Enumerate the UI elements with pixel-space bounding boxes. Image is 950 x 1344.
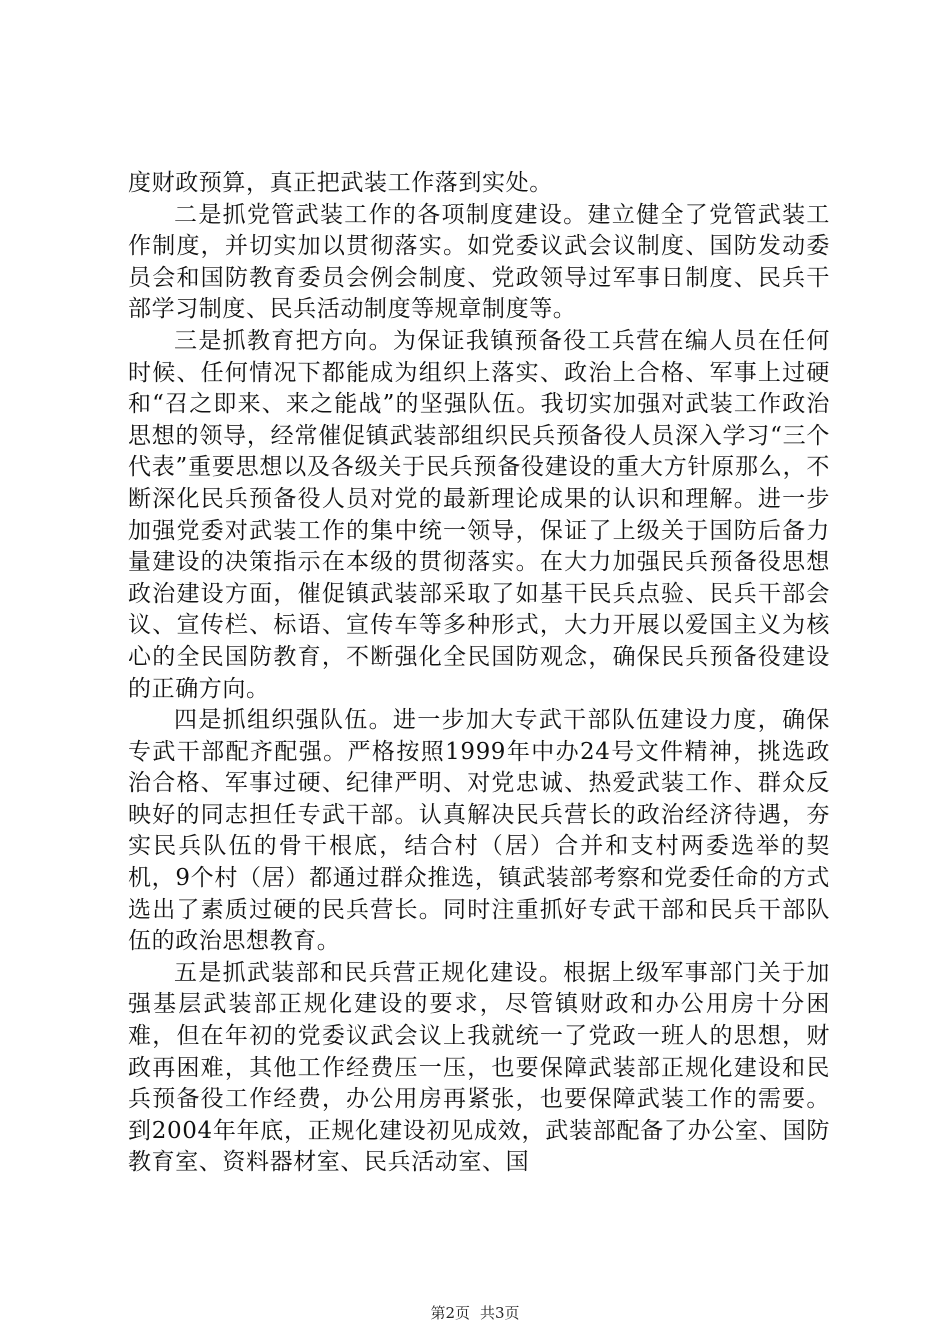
page-footer [0, 1303, 950, 1323]
paragraph-standardization: 五是抓武装部和民兵营正规化建设。根据上级军事部门关于加强基层武装部正规化建设的要求，尽管镇财政和办公用房十分困难，但在年初的党委议武会议上我就统一了党政一班人的思想，财政再困难，其他工作经费压一压，也要保障武装部正规化建设和民兵预备役工作经费，办公用房再紧张，也要保障武装工作的需要。到2004年年底，正规化建设初见成效，武装部配备了办公室、国防教育室、资料器材室、民兵活动室、国 [128, 959, 830, 1176]
paragraph-continuation: 度财政预算，真正把武装工作落到实处。 [128, 170, 553, 196]
paragraph-institution-building: 二是抓党管武装工作的各项制度建设。建立健全了党管武装工作制度，并切实加以贯彻落实。如党委议武会议制度、国防发动委员会和国防教育委员会例会制度、党政领导过军事日制度、民兵干部学习制度、民兵活动制度等规章制度等。 [128, 201, 830, 323]
page-total: 共3页 [480, 1304, 520, 1322]
document-body [128, 168, 830, 1179]
paragraph-organization-team: 四是抓组织强队伍。进一步加大专武干部队伍建设力度，确保专武干部配齐配强。严格按照1999年中办24号文件精神，挑选政治合格、军事过硬、纪律严明、对党忠诚、热爱武装工作、群众反映好的同志担任专武干部。认真解决民兵营长的政治经济待遇，夯实民兵队伍的骨干根底，结合村（居）合并和支村两委选举的契机，9个村（居）都通过群众推选，镇武装部考察和党委任命的方式选出了素质过硬的民兵营长。同时注重抓好专武干部和民兵干部队伍的政治思想教育。 [128, 707, 830, 955]
page-number: 第2页 [430, 1304, 470, 1322]
paragraph-education-direction: 三是抓教育把方向。为保证我镇预备役工兵营在编人员在任何时候、任何情况下都能成为组织上落实、政治上合格、军事上过硬和“召之即来、来之能战”的坚强队伍。我切实加强对武装工作政治思想的领导，经常催促镇武装部组织民兵预备役人员深入学习“三个代表”重要思想以及各级关于民兵预备役建设的重大方针原那么，不断深化民兵预备役人员对党的最新理论成果的认识和理解。进一步加强党委对武装工作的集中统一领导，保证了上级关于国防后备力量建设的决策指示在本级的贯彻落实。在大力加强民兵预备役思想政治建设方面，催促镇武装部采取了如基干民兵点验、民兵干部会议、宣传栏、标语、宣传车等多种形式，大力开展以爱国主义为核心的全民国防教育，不断强化全民国防观念，确保民兵预备役建设的正确方向。 [128, 327, 830, 702]
